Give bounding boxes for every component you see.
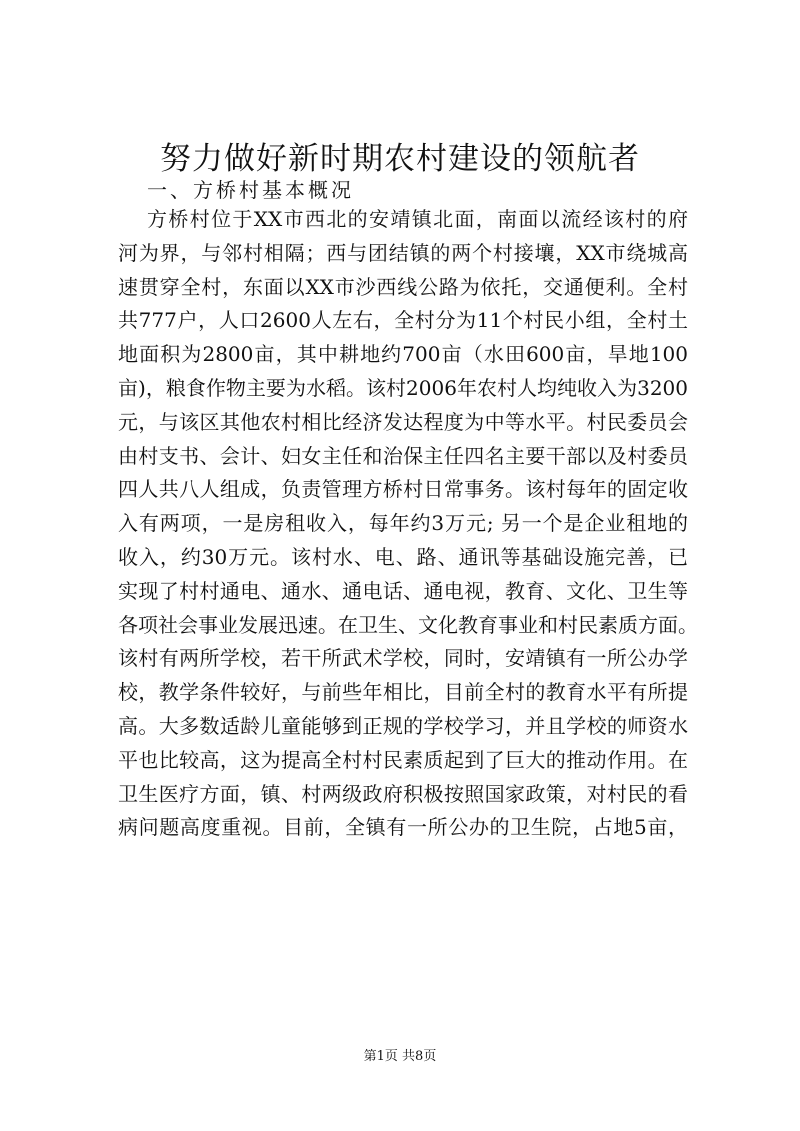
body-line: 收入，约30万元。该村水、电、路、通讯等基础设施完善，已	[118, 544, 688, 569]
body-line: 四人共八人组成，负责管理方桥村日常事务。该村每年的固定收	[118, 477, 688, 502]
body-line: 实现了村村通电、通水、通电话、通电视，教育、文化、卫生等	[118, 578, 688, 603]
body-line: 卫生医疗方面，镇、村两级政府积极按照国家政策，对村民的看	[118, 781, 688, 806]
body-line: 平也比较高，这为提高全村村民素质起到了巨大的推动作用。在	[118, 747, 688, 772]
body-line: 入有两项，一是房租收入，每年约3万元; 另一个是企业租地的	[118, 511, 688, 536]
body-line: 校，教学条件较好，与前些年相比，目前全村的教育水平有所提	[118, 680, 688, 705]
document-body	[118, 203, 698, 845]
body-line: 河为界，与邻村相隔；西与团结镇的两个村接壤，XX市绕城高	[118, 240, 688, 265]
page-footer: 第1页 共8页	[363, 1049, 437, 1064]
body-line: 高。大多数适龄儿童能够到正规的学校学习，并且学校的师资水	[118, 713, 688, 738]
body-line: 各项社会事业发展迅速。在卫生、文化教育事业和村民素质方面。	[118, 612, 698, 637]
body-line: 亩)，粮食作物主要为水稻。该村2006年农村人均纯收入为3200	[118, 375, 688, 400]
body-line: 速贯穿全村，东面以XX市沙西线公路为依托，交通便利。全村	[118, 274, 688, 299]
body-line: 地面积为2800亩，其中耕地约700亩（水田600亩，旱地100	[118, 342, 688, 367]
body-line: 元，与该区其他农村相比经济发达程度为中等水平。村民委员会	[118, 409, 688, 434]
body-line: 方桥村位于XX市西北的安靖镇北面，南面以流经该村的府	[147, 207, 688, 231]
section-heading: 一、方桥村基本概况	[147, 178, 354, 202]
body-line: 该村有两所学校，若干所武术学校，同时，安靖镇有一所公办学	[118, 646, 688, 671]
body-line: 共777户，人口2600人左右，全村分为11个村民小组，全村土	[118, 308, 688, 333]
document-title: 努力做好新时期农村建设的领航者	[160, 141, 640, 177]
body-line: 病问题高度重视。目前，全镇有一所公办的卫生院，占地5亩，	[118, 815, 688, 840]
body-line: 由村支书、会计、妇女主任和治保主任四名主要干部以及村委员	[118, 443, 688, 468]
